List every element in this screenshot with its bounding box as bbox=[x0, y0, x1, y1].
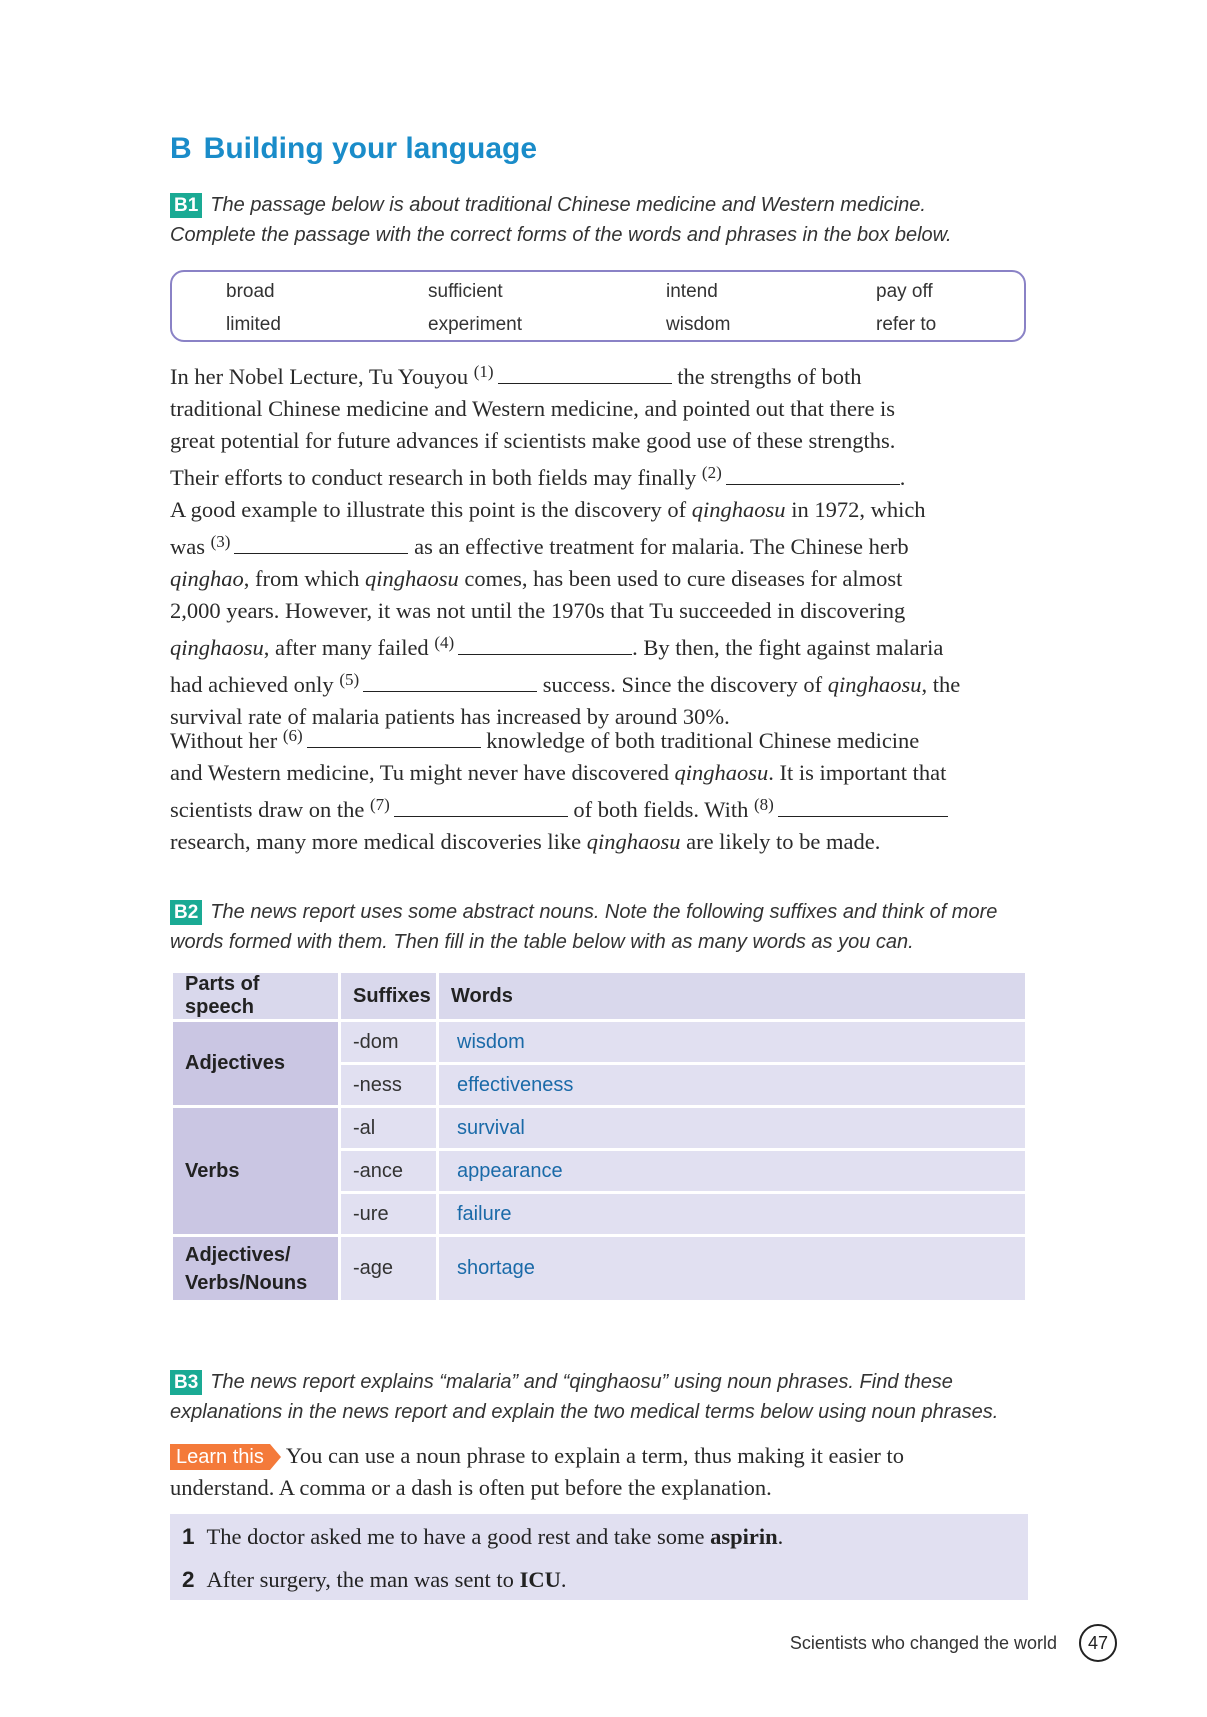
passage-text: comes, has been used to cure diseases for almost bbox=[464, 566, 903, 591]
example-number: 1 bbox=[182, 1524, 195, 1549]
passage-text: 2,000 years. However, it was not until the 1970s that Tu succeeded in discovering bbox=[170, 598, 906, 623]
blank-7[interactable] bbox=[394, 796, 568, 817]
passage-text: in 1972, which bbox=[791, 497, 926, 522]
example-term: aspirin bbox=[710, 1524, 778, 1549]
suffix-cell: -ance bbox=[340, 1150, 438, 1193]
passage-text: , the bbox=[921, 672, 961, 697]
blank-number: (1) bbox=[473, 362, 494, 381]
blank-number: (2) bbox=[701, 463, 722, 482]
b1-instruction-line1: The passage below is about traditional Chinese medicine and Western medicine. bbox=[210, 194, 926, 216]
passage-term: qinghaosu bbox=[365, 566, 459, 591]
blank-number: (8) bbox=[753, 795, 774, 814]
passage-text: success. Since the discovery of bbox=[542, 672, 823, 697]
passage-text: research, many more medical discoveries like bbox=[170, 829, 582, 854]
passage-text: Without her bbox=[170, 728, 278, 753]
passage-term: qinghaosu bbox=[674, 760, 769, 785]
part-of-speech-cell bbox=[172, 1236, 340, 1302]
example-text: After surgery, the man was sent to bbox=[206, 1567, 514, 1592]
suffix-cell: -ness bbox=[340, 1064, 438, 1107]
learn-this-label: Learn this bbox=[170, 1444, 270, 1470]
examples-box bbox=[170, 1514, 1028, 1600]
section-letter: B bbox=[170, 132, 192, 165]
table-row bbox=[172, 1021, 1027, 1064]
passage-paragraph-2 bbox=[170, 720, 1040, 858]
blank-8[interactable] bbox=[778, 796, 948, 817]
table-row bbox=[172, 1236, 1027, 1302]
passage-text: was bbox=[170, 534, 205, 559]
word-box-item: refer to bbox=[876, 314, 937, 335]
blank-number: (3) bbox=[210, 532, 231, 551]
word-cell[interactable]: failure bbox=[438, 1193, 1027, 1236]
part-of-speech-cell: Adjectives bbox=[172, 1021, 340, 1107]
passage-text: survival rate of malaria patients has increased by around 30%. bbox=[170, 704, 730, 729]
example-text: The doctor asked me to have a good rest and take some bbox=[206, 1524, 705, 1549]
blank-5[interactable] bbox=[363, 671, 537, 692]
section-title bbox=[170, 132, 537, 166]
example-item bbox=[182, 1524, 783, 1550]
passage-text: traditional Chinese medicine and Western medicine, and pointed out that there is bbox=[170, 396, 896, 421]
blank-number: (7) bbox=[369, 795, 390, 814]
b1-instruction-line2: Complete the passage with the correct forms of the words and phrases in the box below. bbox=[170, 224, 952, 246]
b3-badge: B3 bbox=[170, 1370, 202, 1395]
passage-text: great potential for future advances if scientists make good use of these strengths. bbox=[170, 428, 896, 453]
passage-term: qinghaosu bbox=[827, 672, 922, 697]
word-cell[interactable]: survival bbox=[438, 1107, 1027, 1150]
learn-this-text: You can use a noun phrase to explain a term, thus making it easier to bbox=[285, 1443, 905, 1468]
table-header-row bbox=[172, 972, 1027, 1021]
suffix-table bbox=[170, 970, 1028, 1303]
b2-instruction-line1: The news report uses some abstract nouns. Note the following suffixes and think of more bbox=[210, 901, 998, 923]
example-text: . bbox=[560, 1567, 567, 1592]
b1-badge: B1 bbox=[170, 193, 202, 218]
blank-6[interactable] bbox=[307, 727, 481, 748]
b1-instruction bbox=[170, 190, 1030, 250]
word-box-item: sufficient bbox=[428, 281, 503, 302]
word-box-item: wisdom bbox=[666, 314, 731, 335]
word-box-item: intend bbox=[666, 281, 718, 302]
passage-text: scientists draw on the bbox=[170, 797, 365, 822]
example-text: . bbox=[777, 1524, 784, 1549]
passage-text: Their efforts to conduct research in both fields may finally bbox=[170, 465, 697, 490]
b3-instruction bbox=[170, 1367, 1030, 1427]
passage-text: . By then, the fight against malaria bbox=[632, 635, 944, 660]
part-of-speech-label: Verbs/Nouns bbox=[185, 1271, 308, 1294]
b2-badge: B2 bbox=[170, 900, 202, 925]
table-row bbox=[172, 1107, 1027, 1150]
passage-text: as an effective treatment for malaria. The Chinese herb bbox=[414, 534, 909, 559]
passage-paragraph-1 bbox=[170, 356, 1040, 733]
word-cell[interactable]: appearance bbox=[438, 1150, 1027, 1193]
word-box bbox=[170, 270, 1026, 342]
passage-text: had achieved only bbox=[170, 672, 334, 697]
example-term: ICU bbox=[519, 1567, 561, 1592]
page-number: 47 bbox=[1079, 1624, 1117, 1662]
passage-text: In her Nobel Lecture, Tu Youyou bbox=[170, 364, 469, 389]
suffix-cell: -dom bbox=[340, 1021, 438, 1064]
passage-text: the strengths of both bbox=[677, 364, 862, 389]
blank-number: (6) bbox=[282, 726, 303, 745]
passage-text: . It is important that bbox=[768, 760, 947, 785]
word-box-item: limited bbox=[226, 314, 281, 335]
b3-instruction-line1: The news report explains “malaria” and “qinghaosu” using noun phrases. Find these bbox=[210, 1371, 953, 1393]
blank-number: (5) bbox=[339, 670, 360, 689]
passage-text: . bbox=[899, 465, 906, 490]
word-box-item: experiment bbox=[428, 314, 522, 335]
b2-instruction bbox=[170, 897, 1030, 957]
blank-4[interactable] bbox=[458, 634, 632, 655]
suffix-cell: -age bbox=[340, 1236, 438, 1302]
passage-term: qinghao bbox=[170, 566, 244, 591]
passage-text: are likely to be made. bbox=[686, 829, 881, 854]
word-box-item: broad bbox=[226, 281, 275, 302]
suffix-cell: -al bbox=[340, 1107, 438, 1150]
passage-term: qinghaosu bbox=[691, 497, 786, 522]
section-heading: Building your language bbox=[203, 132, 538, 165]
table-header: Words bbox=[438, 972, 1027, 1021]
table-header: Parts of speech bbox=[172, 972, 340, 1021]
passage-term: qinghaosu bbox=[586, 829, 681, 854]
learn-this-text: understand. A comma or a dash is often put before the explanation. bbox=[170, 1475, 772, 1500]
example-number: 2 bbox=[182, 1567, 195, 1592]
b3-instruction-line2: explanations in the news report and explain the two medical terms below using noun phrases. bbox=[170, 1401, 999, 1423]
word-box-item: pay off bbox=[876, 281, 933, 302]
footer-title: Scientists who changed the world bbox=[789, 1633, 1057, 1653]
example-item bbox=[182, 1567, 566, 1593]
blank-1[interactable] bbox=[498, 363, 672, 384]
passage-text: and Western medicine, Tu might never have discovered bbox=[170, 760, 669, 785]
passage-text: knowledge of both traditional Chinese medicine bbox=[486, 728, 920, 753]
blank-number: (4) bbox=[434, 633, 455, 652]
table-header: Suffixes bbox=[340, 972, 438, 1021]
passage-text: of both fields. With bbox=[573, 797, 749, 822]
passage-term: qinghaosu bbox=[170, 635, 264, 660]
part-of-speech-label: Adjectives/ bbox=[185, 1243, 291, 1266]
word-cell[interactable]: wisdom bbox=[438, 1021, 1027, 1064]
suffix-cell: -ure bbox=[340, 1193, 438, 1236]
blank-2[interactable] bbox=[726, 464, 900, 485]
learn-this-note bbox=[170, 1440, 1040, 1504]
passage-text: , after many failed bbox=[263, 635, 429, 660]
passage-text: A good example to illustrate this point is the discovery of bbox=[170, 497, 687, 522]
b2-instruction-line2: words formed with them. Then fill in the table below with as many words as you can. bbox=[170, 931, 914, 953]
word-cell[interactable]: effectiveness bbox=[438, 1064, 1027, 1107]
blank-3[interactable] bbox=[234, 533, 408, 554]
part-of-speech-cell: Verbs bbox=[172, 1107, 340, 1236]
passage-text: , from which bbox=[243, 566, 360, 591]
word-cell[interactable]: shortage bbox=[438, 1236, 1027, 1302]
